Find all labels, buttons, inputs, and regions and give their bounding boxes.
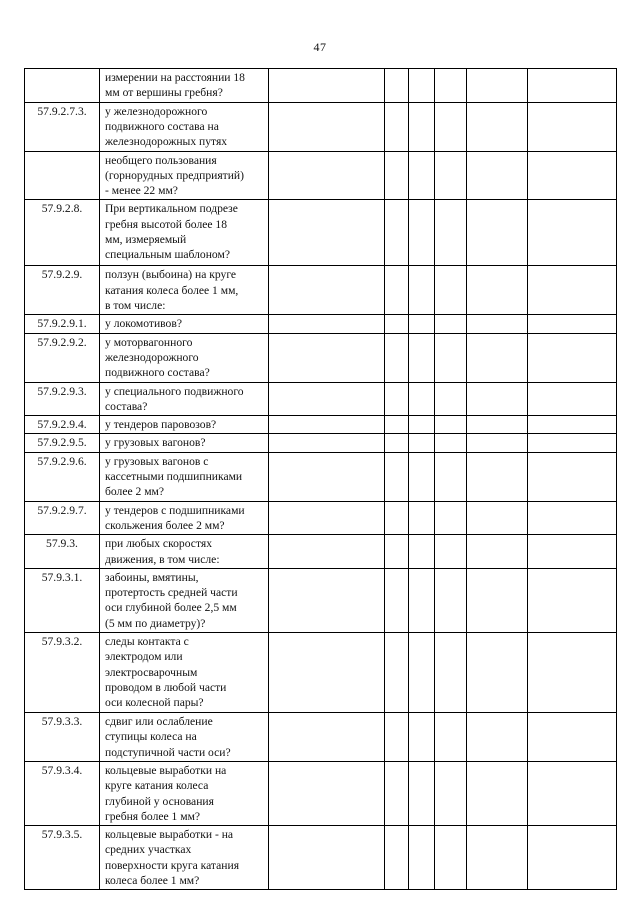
answer-cell: [269, 501, 385, 535]
answer-cell: [467, 151, 528, 200]
answer-cell: [269, 416, 385, 434]
answer-cell: [528, 535, 617, 569]
answer-cell: [409, 266, 435, 315]
answer-cell: [467, 200, 528, 266]
answer-cell: [467, 501, 528, 535]
answer-cell: [435, 568, 467, 632]
item-question: сдвиг или ослабление ступицы колеса на подступичной части оси?: [100, 713, 269, 762]
item-question: у грузовых вагонов?: [100, 434, 269, 452]
item-question: необщего пользования (горнорудных предприятий) - менее 22 мм?: [100, 151, 269, 200]
answer-cell: [409, 452, 435, 501]
table-row: [25, 151, 617, 200]
answer-cell: [435, 535, 467, 569]
item-question: у моторвагонного железнодорожного подвижного состава?: [100, 333, 269, 382]
item-number: 57.9.3.2.: [25, 633, 100, 713]
answer-cell: [269, 200, 385, 266]
answer-cell: [409, 568, 435, 632]
item-question: у тендеров паровозов?: [100, 416, 269, 434]
answer-cell: [467, 434, 528, 452]
table-row: [25, 434, 617, 452]
answer-cell: [467, 633, 528, 713]
answer-cell: [409, 761, 435, 825]
item-question: забоины, вмятины, протертость средней части оси глубиной более 2,5 мм (5 мм по диаметру)?: [100, 568, 269, 632]
answer-cell: [269, 333, 385, 382]
answer-cell: [435, 333, 467, 382]
answer-cell: [409, 382, 435, 416]
answer-cell: [435, 452, 467, 501]
answer-cell: [269, 382, 385, 416]
table-row: [25, 382, 617, 416]
answer-cell: [269, 568, 385, 632]
answer-cell: [528, 826, 617, 890]
item-question: у специального подвижного состава?: [100, 382, 269, 416]
answer-cell: [409, 200, 435, 266]
item-number: 57.9.3.: [25, 535, 100, 569]
answer-cell: [409, 434, 435, 452]
item-number: 57.9.2.9.6.: [25, 452, 100, 501]
item-number: 57.9.2.7.3.: [25, 102, 100, 151]
answer-cell: [269, 102, 385, 151]
table-row: [25, 761, 617, 825]
answer-cell: [409, 416, 435, 434]
answer-cell: [409, 102, 435, 151]
answer-cell: [409, 315, 435, 333]
answer-cell: [435, 69, 467, 103]
answer-cell: [528, 434, 617, 452]
table-row: [25, 102, 617, 151]
item-question: следы контакта с электродом или электросварочным проводом в любой части оси колесной пары?: [100, 633, 269, 713]
answer-cell: [269, 761, 385, 825]
answer-cell: [467, 535, 528, 569]
table-row: [25, 266, 617, 315]
table-row: [25, 501, 617, 535]
answer-cell: [435, 102, 467, 151]
item-question: При вертикальном подрезе гребня высотой более 18 мм, измеряемый специальным шаблоном?: [100, 200, 269, 266]
item-number: 57.9.3.3.: [25, 713, 100, 762]
item-number: [25, 151, 100, 200]
answer-cell: [385, 501, 409, 535]
page-number: 47: [313, 40, 327, 54]
answer-cell: [467, 713, 528, 762]
checklist-body: [25, 69, 617, 890]
item-number: 57.9.2.9.: [25, 266, 100, 315]
answer-cell: [467, 416, 528, 434]
answer-cell: [528, 501, 617, 535]
answer-cell: [385, 266, 409, 315]
answer-cell: [269, 69, 385, 103]
answer-cell: [528, 333, 617, 382]
answer-cell: [435, 713, 467, 762]
answer-cell: [528, 151, 617, 200]
table-row: [25, 200, 617, 266]
item-number: 57.9.2.9.5.: [25, 434, 100, 452]
table-row: [25, 568, 617, 632]
table-row: [25, 535, 617, 569]
answer-cell: [385, 568, 409, 632]
answer-cell: [528, 633, 617, 713]
answer-cell: [409, 633, 435, 713]
answer-cell: [435, 382, 467, 416]
answer-cell: [269, 151, 385, 200]
answer-cell: [528, 200, 617, 266]
answer-cell: [409, 535, 435, 569]
item-number: 57.9.2.9.7.: [25, 501, 100, 535]
answer-cell: [528, 266, 617, 315]
answer-cell: [435, 416, 467, 434]
item-question: у железнодорожного подвижного состава на железнодорожных путях: [100, 102, 269, 151]
answer-cell: [409, 69, 435, 103]
item-question: измерении на расстоянии 18 мм от вершины гребня?: [100, 69, 269, 103]
answer-cell: [467, 266, 528, 315]
answer-cell: [269, 713, 385, 762]
answer-cell: [269, 315, 385, 333]
answer-cell: [435, 633, 467, 713]
answer-cell: [467, 452, 528, 501]
answer-cell: [385, 382, 409, 416]
answer-cell: [269, 452, 385, 501]
table-row: [25, 416, 617, 434]
answer-cell: [528, 382, 617, 416]
answer-cell: [269, 633, 385, 713]
answer-cell: [385, 102, 409, 151]
answer-cell: [269, 826, 385, 890]
checklist-table: [24, 68, 617, 890]
answer-cell: [269, 434, 385, 452]
item-number: 57.9.3.5.: [25, 826, 100, 890]
answer-cell: [467, 102, 528, 151]
answer-cell: [528, 102, 617, 151]
answer-cell: [435, 501, 467, 535]
answer-cell: [385, 333, 409, 382]
answer-cell: [435, 200, 467, 266]
answer-cell: [528, 315, 617, 333]
answer-cell: [409, 333, 435, 382]
answer-cell: [269, 535, 385, 569]
table-row: [25, 333, 617, 382]
item-question: при любых скоростях движения, в том числе:: [100, 535, 269, 569]
item-question: ползун (выбоина) на круге катания колеса более 1 мм, в том числе:: [100, 266, 269, 315]
answer-cell: [467, 761, 528, 825]
item-question: у тендеров с подшипниками скольжения более 2 мм?: [100, 501, 269, 535]
table-row: [25, 713, 617, 762]
answer-cell: [385, 69, 409, 103]
answer-cell: [385, 416, 409, 434]
item-question: кольцевые выработки - на средних участках поверхности круга катания колеса более 1 мм?: [100, 826, 269, 890]
item-number: 57.9.3.4.: [25, 761, 100, 825]
answer-cell: [467, 315, 528, 333]
item-number: 57.9.3.1.: [25, 568, 100, 632]
answer-cell: [528, 452, 617, 501]
answer-cell: [385, 826, 409, 890]
table-row: [25, 633, 617, 713]
answer-cell: [467, 826, 528, 890]
answer-cell: [467, 382, 528, 416]
answer-cell: [528, 568, 617, 632]
answer-cell: [467, 568, 528, 632]
table-row: [25, 315, 617, 333]
answer-cell: [385, 452, 409, 501]
answer-cell: [528, 69, 617, 103]
item-question: кольцевые выработки на круге катания колеса глубиной у основания гребня более 1 мм?: [100, 761, 269, 825]
answer-cell: [528, 416, 617, 434]
item-question: у грузовых вагонов с кассетными подшипниками более 2 мм?: [100, 452, 269, 501]
answer-cell: [467, 69, 528, 103]
answer-cell: [385, 633, 409, 713]
answer-cell: [385, 761, 409, 825]
answer-cell: [528, 713, 617, 762]
answer-cell: [409, 151, 435, 200]
item-number: 57.9.2.9.1.: [25, 315, 100, 333]
answer-cell: [385, 535, 409, 569]
answer-cell: [385, 434, 409, 452]
item-number: 57.9.2.9.2.: [25, 333, 100, 382]
item-question: у локомотивов?: [100, 315, 269, 333]
table-row: [25, 452, 617, 501]
answer-cell: [409, 501, 435, 535]
answer-cell: [385, 200, 409, 266]
answer-cell: [467, 333, 528, 382]
answer-cell: [435, 826, 467, 890]
answer-cell: [435, 266, 467, 315]
answer-cell: [385, 713, 409, 762]
answer-cell: [385, 151, 409, 200]
answer-cell: [528, 761, 617, 825]
answer-cell: [435, 151, 467, 200]
item-number: 57.9.2.8.: [25, 200, 100, 266]
answer-cell: [435, 315, 467, 333]
answer-cell: [409, 713, 435, 762]
item-number: 57.9.2.9.3.: [25, 382, 100, 416]
answer-cell: [409, 826, 435, 890]
item-number: [25, 69, 100, 103]
answer-cell: [435, 761, 467, 825]
answer-cell: [269, 266, 385, 315]
table-row: [25, 826, 617, 890]
answer-cell: [435, 434, 467, 452]
answer-cell: [385, 315, 409, 333]
table-row: [25, 69, 617, 103]
item-number: 57.9.2.9.4.: [25, 416, 100, 434]
